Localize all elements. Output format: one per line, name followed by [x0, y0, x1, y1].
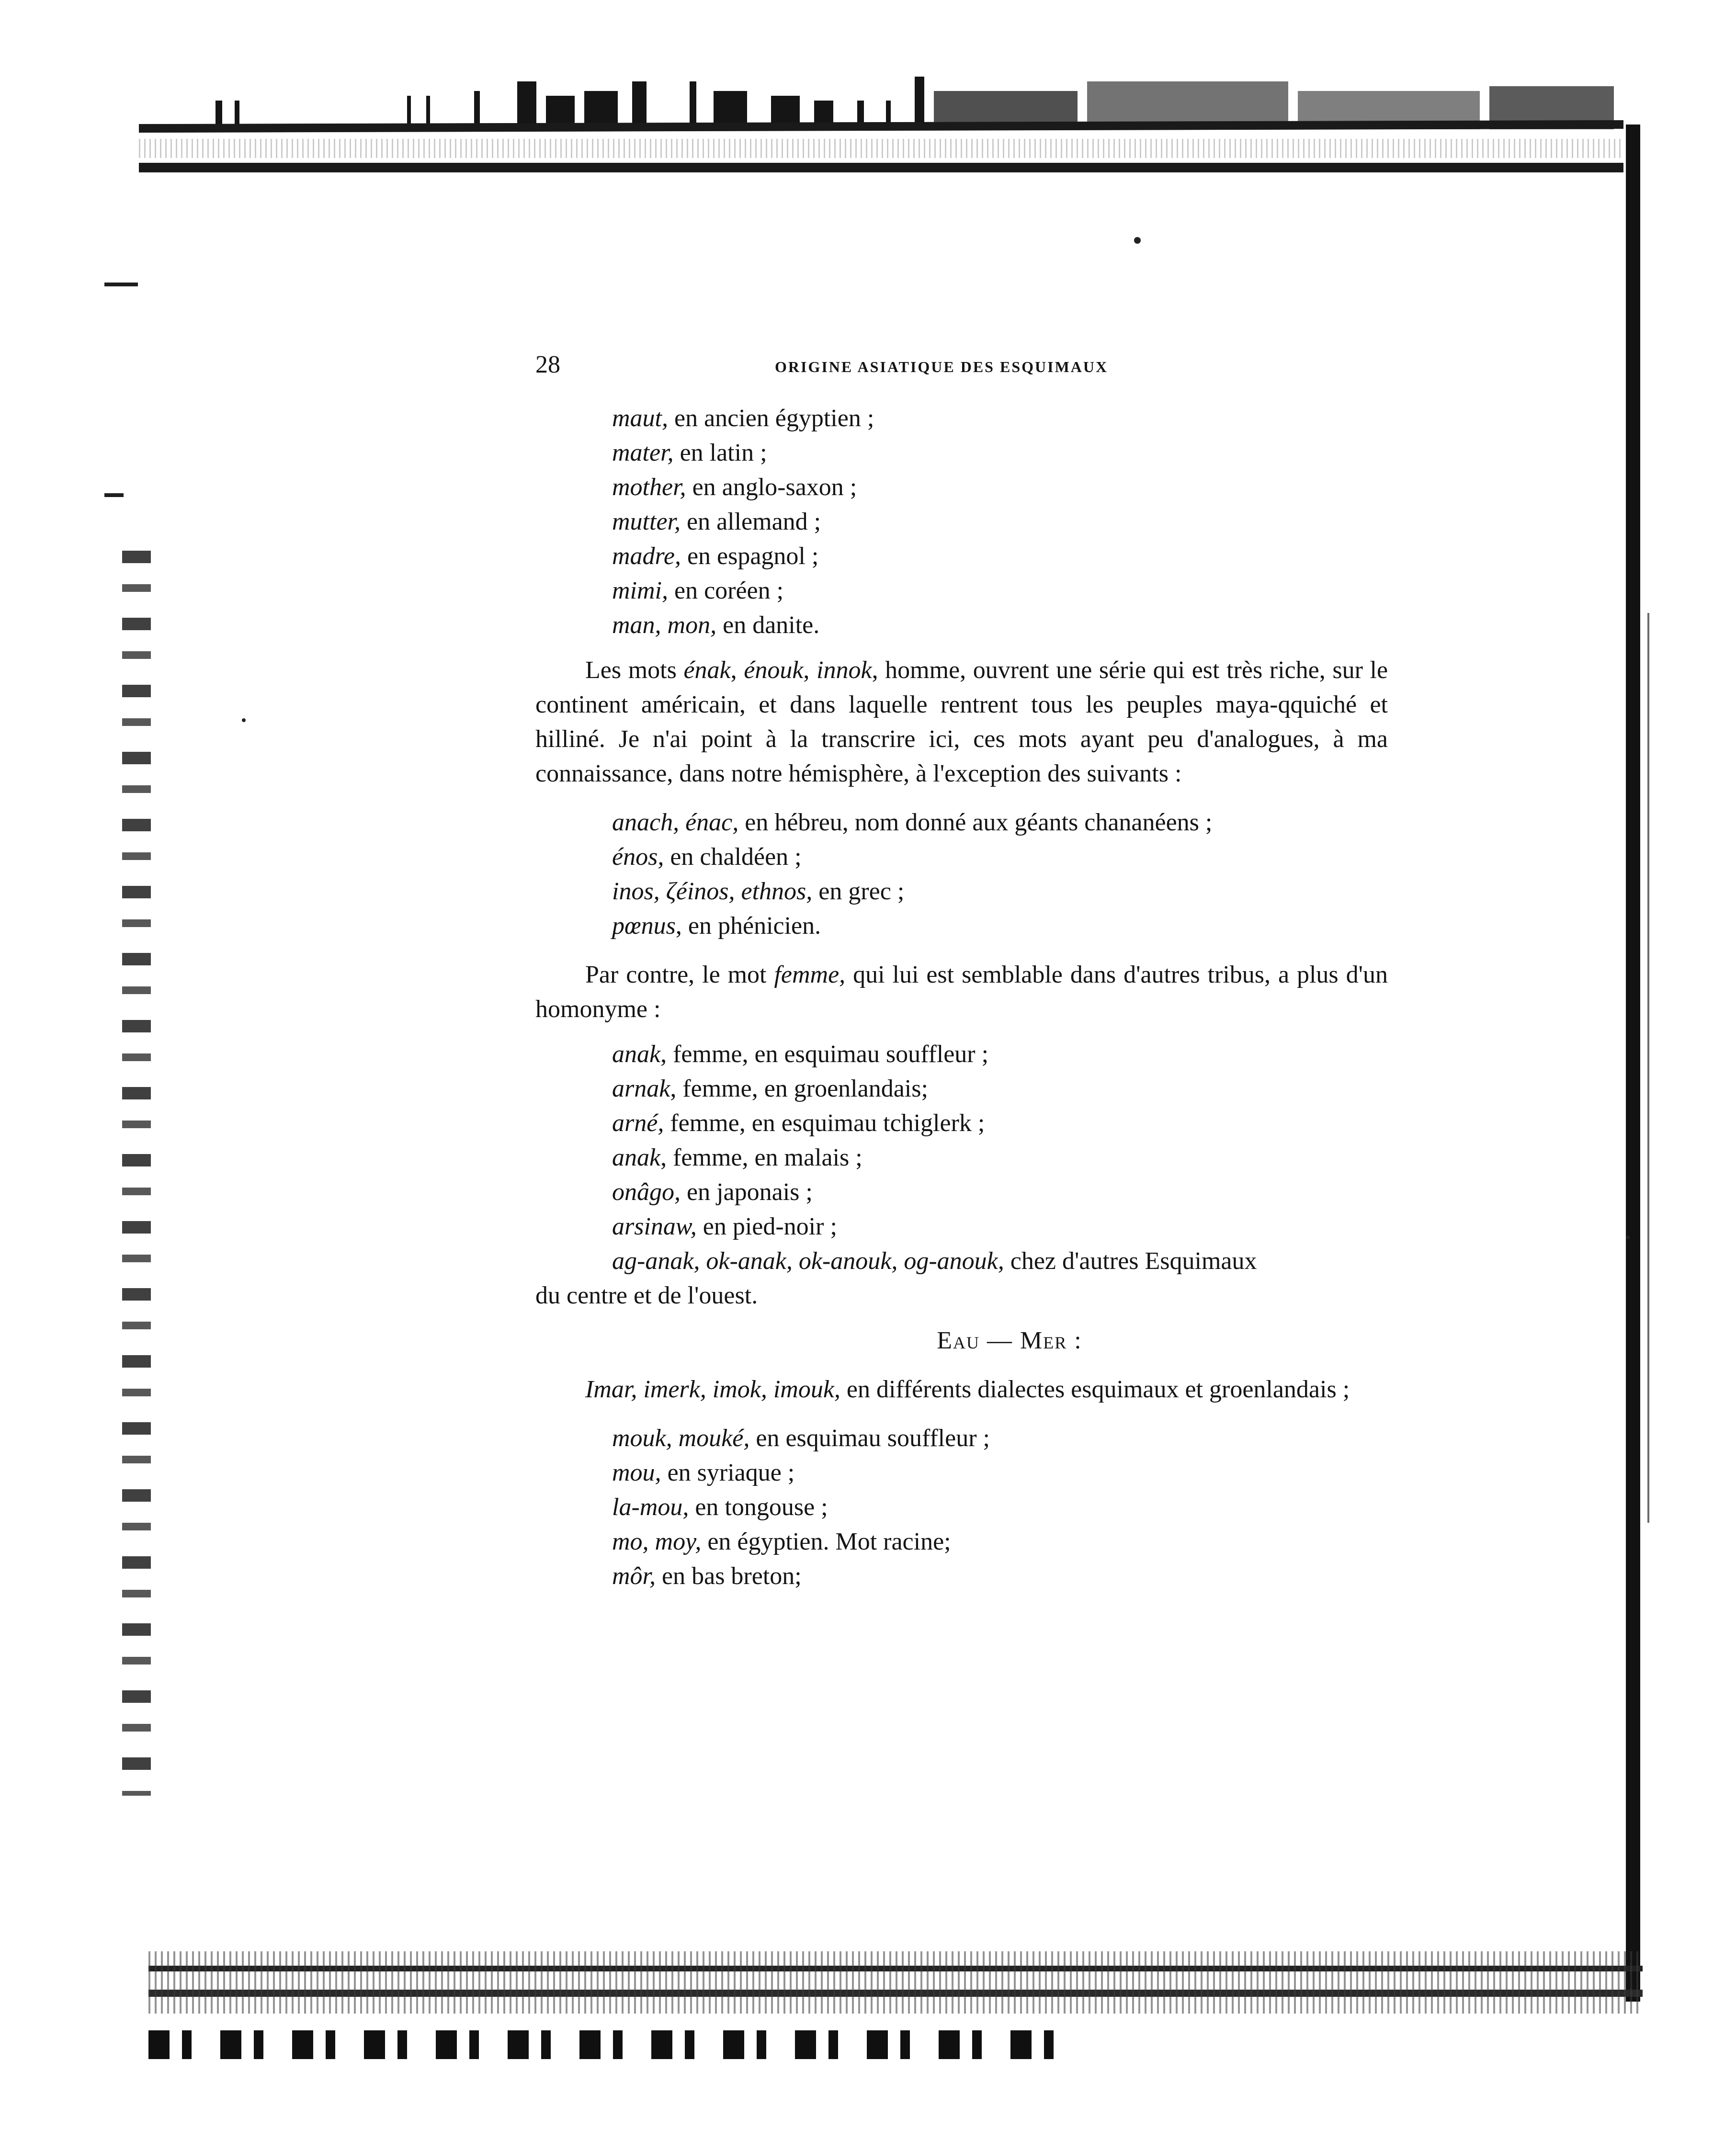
- scan-left-mark: [104, 283, 138, 286]
- woman-word-list: [535, 1037, 1388, 1244]
- gloss: en syriaque ;: [661, 1459, 795, 1486]
- term: mouk, mouké,: [612, 1425, 750, 1452]
- gloss: en tongouse ;: [689, 1494, 828, 1521]
- text-run: en différents dialectes esquimaux et groenlandais ;: [840, 1376, 1350, 1403]
- scan-left-mark: [104, 493, 124, 497]
- scan-speck: [1626, 1235, 1630, 1239]
- term: pœnus: [612, 912, 676, 940]
- paragraph-enak: [535, 653, 1388, 791]
- list-item: [612, 840, 1388, 874]
- gloss: en anglo-saxon ;: [686, 474, 857, 501]
- term: mimi,: [612, 577, 668, 604]
- term: maut,: [612, 405, 668, 432]
- text-run: qui lui est semblable dans d'autres tribus, a plus d'un homonyme :: [535, 961, 1388, 1023]
- running-head: [535, 348, 1397, 382]
- gloss: en grec ;: [812, 878, 905, 905]
- term: anak: [612, 1041, 661, 1068]
- list-item: [612, 539, 1388, 574]
- term: mo, moy,: [612, 1528, 702, 1555]
- term: man, mon,: [612, 611, 717, 639]
- term: arsinaw,: [612, 1213, 697, 1240]
- list-item: [612, 436, 1388, 470]
- term: Imar, imerk, imok, imouk,: [585, 1376, 840, 1403]
- term: arné,: [612, 1110, 664, 1137]
- man-word-list: [535, 805, 1388, 943]
- scan-top-rule-lower: [139, 163, 1623, 172]
- text-run: , homme, ouvrent une série qui est très riche, sur le continent américain, et dans laquelle rentrent tous les peuples maya-qquiché et hilliné. Je n'ai point à la transcrire ici, ces mots ayant peu d'analogues, à ma connaissance, dans notre hémisphère, à l'exception des suivants :: [535, 657, 1388, 787]
- list-item: [612, 909, 1388, 943]
- list-item: [612, 1456, 1388, 1490]
- page-number: 28: [535, 351, 560, 378]
- gloss: en chaldéen ;: [664, 843, 802, 871]
- water-word-list: [535, 1421, 1388, 1594]
- gloss: en bas breton;: [656, 1563, 802, 1590]
- list-item: [612, 574, 1388, 608]
- list-item: [612, 401, 1388, 436]
- list-item: [612, 608, 1388, 643]
- term: innok: [817, 657, 872, 684]
- list-item: [612, 1175, 1388, 1210]
- term: énak: [683, 657, 731, 684]
- gloss: , femme, en groenlandais;: [670, 1075, 928, 1102]
- gloss: chez d'autres Esquimaux: [1004, 1247, 1257, 1275]
- term: mother,: [612, 474, 686, 501]
- list-item: [612, 1141, 1388, 1175]
- text-run: ,: [730, 657, 744, 684]
- list-item: [612, 1037, 1388, 1072]
- term: mutter,: [612, 508, 681, 535]
- gloss: femme, en esquimau tchiglerk ;: [664, 1110, 985, 1137]
- list-item: [535, 1244, 1388, 1279]
- list-item: [612, 1072, 1388, 1106]
- list-item: [612, 874, 1388, 909]
- text-run: ,: [803, 657, 817, 684]
- term: femme,: [774, 961, 846, 988]
- term: inos, ζéinos, ethnos,: [612, 878, 813, 905]
- scan-speck: [242, 718, 246, 722]
- gloss: en japonais ;: [681, 1178, 813, 1206]
- list-item: [612, 1210, 1388, 1244]
- running-title: ORIGINE ASIATIQUE DES ESQUIMAUX: [775, 358, 1109, 375]
- page-body: [535, 401, 1388, 1594]
- gloss: en espagnol ;: [681, 543, 819, 570]
- scan-left-edge: [122, 551, 151, 1796]
- term: arnak: [612, 1075, 670, 1102]
- term: madre,: [612, 543, 681, 570]
- list-item: [612, 1106, 1388, 1141]
- list-item: [612, 1525, 1388, 1559]
- mother-word-list: [535, 401, 1388, 643]
- list-item: [612, 1421, 1388, 1456]
- gloss: en coréen ;: [668, 577, 784, 604]
- term: anak: [612, 1144, 661, 1171]
- gloss: en esquimau souffleur ;: [749, 1425, 990, 1452]
- term: mater,: [612, 439, 674, 466]
- gloss: , femme, en malais ;: [660, 1144, 862, 1171]
- gloss: en égyptien. Mot racine;: [701, 1528, 951, 1555]
- list-item: [612, 470, 1388, 505]
- gloss: en pied-noir ;: [696, 1213, 837, 1240]
- scan-right-edge: [1626, 125, 1640, 2002]
- scan-bottom-edge: [148, 1951, 1643, 2014]
- text-run: Par contre, le mot: [585, 961, 774, 988]
- section-heading: Eau — Mer :: [937, 1327, 1082, 1354]
- list-item-continuation: du centre et de l'ouest.: [535, 1282, 758, 1309]
- gloss: en danite.: [716, 611, 820, 639]
- scan-top-grain: [139, 139, 1623, 158]
- list-item: [612, 1559, 1388, 1594]
- term: onâgo,: [612, 1178, 681, 1206]
- list-item: [612, 805, 1388, 840]
- scan-right-edge-thin: [1647, 613, 1649, 1523]
- scan-bottom-blocks: [148, 2030, 1058, 2059]
- gloss: , en phénicien.: [675, 912, 821, 940]
- list-item: [612, 505, 1388, 539]
- gloss: en latin ;: [673, 439, 767, 466]
- scan-speck: [1134, 237, 1141, 244]
- gloss: en ancien égyptien ;: [668, 405, 874, 432]
- term: ag-anak, ok-anak, ok-anouk, og-anouk,: [612, 1247, 1004, 1275]
- term: énouk: [744, 657, 804, 684]
- gloss: en allemand ;: [681, 508, 821, 535]
- term: mou,: [612, 1459, 661, 1486]
- list-item: [612, 1490, 1388, 1525]
- term: énos,: [612, 843, 664, 871]
- term: anach, énac,: [612, 809, 739, 836]
- paragraph-femme: [535, 958, 1388, 1027]
- term: môr,: [612, 1563, 656, 1590]
- paragraph-imar: [535, 1372, 1388, 1407]
- gloss: en hébreu, nom donné aux géants chananéens ;: [738, 809, 1213, 836]
- gloss: , femme, en esquimau souffleur ;: [660, 1041, 989, 1068]
- term: la-mou,: [612, 1494, 689, 1521]
- text-run: Les mots: [585, 657, 684, 684]
